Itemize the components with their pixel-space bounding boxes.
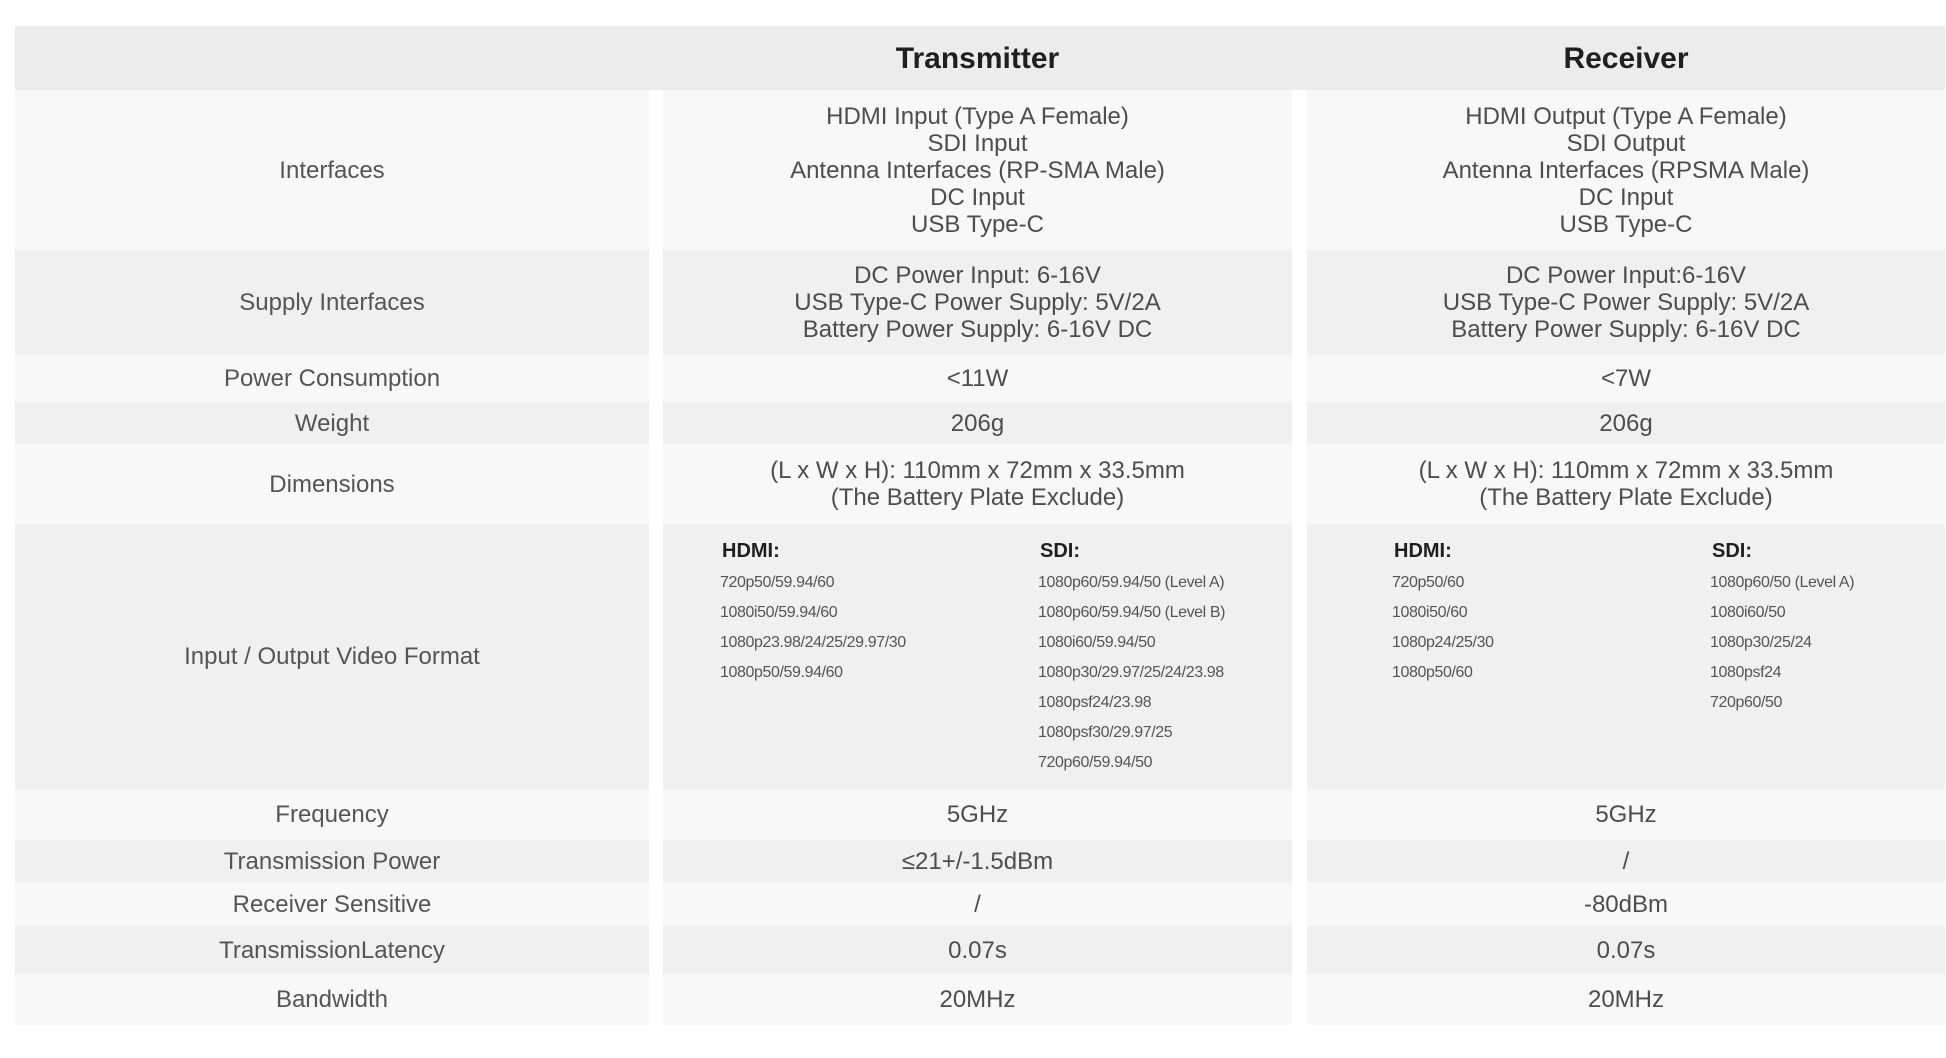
header-label-cell bbox=[15, 26, 649, 90]
row-transmission-latency bbox=[15, 926, 1945, 974]
row-label: Bandwidth bbox=[15, 974, 649, 1025]
format-item: 1080psf30/29.97/25 bbox=[1038, 724, 1173, 741]
format-item: 720p60/59.94/50 bbox=[1038, 754, 1153, 771]
spec-line: (L x W x H): 110mm x 72mm x 33.5mm bbox=[770, 457, 1185, 484]
format-item: 1080p50/59.94/60 bbox=[720, 664, 843, 681]
spec-line: HDMI Output (Type A Female) bbox=[1465, 102, 1787, 130]
row-power-consumption bbox=[15, 355, 1945, 402]
format-item: 1080p50/60 bbox=[1392, 664, 1473, 681]
format-item: 1080psf24 bbox=[1710, 664, 1782, 681]
row-label: Dimensions bbox=[15, 444, 649, 524]
spec-line: DC Power Input:6-16V bbox=[1505, 262, 1747, 289]
row-label: TransmissionLatency bbox=[15, 926, 649, 974]
spec-line: HDMI Input (Type A Female) bbox=[826, 102, 1129, 130]
table-header-row bbox=[15, 26, 1945, 90]
spec-line: (The Battery Plate Exclude) bbox=[1479, 484, 1773, 511]
row-interfaces bbox=[15, 90, 1945, 250]
spec-line: DC Input bbox=[1578, 183, 1674, 211]
spec-line: Antenna Interfaces (RPSMA Male) bbox=[1442, 156, 1810, 184]
row-weight bbox=[15, 402, 1945, 444]
row-label: Weight bbox=[15, 402, 649, 444]
format-item: 1080p30/25/24 bbox=[1710, 634, 1812, 651]
format-item: 1080p30/29.97/25/24/23.98 bbox=[1038, 664, 1224, 681]
row-bandwidth bbox=[15, 974, 1945, 1025]
sdi-format-title: SDI: bbox=[1040, 540, 1080, 562]
spec-line: SDI Output bbox=[1566, 129, 1686, 157]
format-item: 1080i60/50 bbox=[1710, 604, 1786, 621]
receiver-bandwidth: 20MHz bbox=[1307, 974, 1945, 1025]
format-item: 1080i50/59.94/60 bbox=[720, 604, 838, 621]
receiver-sensitivity: -80dBm bbox=[1307, 882, 1945, 926]
transmitter-dimensions bbox=[663, 444, 1292, 524]
format-item: 1080p23.98/24/25/29.97/30 bbox=[720, 634, 906, 651]
spec-table bbox=[15, 26, 1945, 1025]
row-label: Receiver Sensitive bbox=[15, 882, 649, 926]
row-supply-interfaces bbox=[15, 250, 1945, 355]
transmitter-video-formats bbox=[663, 524, 1292, 789]
receiver-frequency: 5GHz bbox=[1307, 789, 1945, 840]
spec-line: Battery Power Supply: 6-16V DC bbox=[802, 316, 1153, 343]
hdmi-format-list bbox=[1392, 536, 1710, 789]
receiver-weight: 206g bbox=[1307, 402, 1945, 444]
format-item: 1080p60/59.94/50 (Level A) bbox=[1038, 574, 1225, 591]
transmitter-tx-power: ≤21+/-1.5dBm bbox=[663, 840, 1292, 882]
sdi-format-list bbox=[1038, 536, 1225, 789]
format-item: 1080i60/59.94/50 bbox=[1038, 634, 1156, 651]
hdmi-format-title: HDMI: bbox=[1394, 540, 1452, 562]
receiver-supply bbox=[1307, 250, 1945, 355]
transmitter-weight: 206g bbox=[663, 402, 1292, 444]
spec-line: USB Type-C bbox=[1559, 210, 1693, 238]
format-item: 1080p24/25/30 bbox=[1392, 634, 1494, 651]
row-dimensions bbox=[15, 444, 1945, 524]
spec-line: (The Battery Plate Exclude) bbox=[830, 484, 1125, 511]
format-item: 720p50/59.94/60 bbox=[720, 574, 835, 591]
row-label: Supply Interfaces bbox=[15, 250, 649, 355]
receiver-tx-power: / bbox=[1307, 840, 1945, 882]
spec-line: Battery Power Supply: 6-16V DC bbox=[1451, 316, 1801, 343]
receiver-interfaces bbox=[1307, 90, 1945, 250]
format-item: 1080psf24/23.98 bbox=[1038, 694, 1152, 711]
transmitter-supply bbox=[663, 250, 1292, 355]
transmitter-bandwidth: 20MHz bbox=[663, 974, 1292, 1025]
sdi-format-title: SDI: bbox=[1712, 540, 1752, 562]
receiver-dimensions bbox=[1307, 444, 1945, 524]
header-receiver: Receiver bbox=[1307, 26, 1945, 90]
row-label: Interfaces bbox=[15, 90, 649, 250]
row-frequency bbox=[15, 789, 1945, 840]
format-item: 1080p60/50 (Level A) bbox=[1710, 574, 1855, 591]
hdmi-format-list bbox=[720, 536, 1038, 789]
row-label: Transmission Power bbox=[15, 840, 649, 882]
receiver-power: <7W bbox=[1307, 355, 1945, 402]
spec-line: USB Type-C Power Supply: 5V/2A bbox=[1442, 289, 1810, 316]
transmitter-latency: 0.07s bbox=[663, 926, 1292, 974]
header-transmitter: Transmitter bbox=[663, 26, 1292, 90]
format-item: 720p60/50 bbox=[1710, 694, 1783, 711]
hdmi-format-title: HDMI: bbox=[722, 540, 780, 562]
transmitter-frequency: 5GHz bbox=[663, 789, 1292, 840]
spec-line: USB Type-C Power Supply: 5V/2A bbox=[794, 289, 1161, 316]
row-label: Power Consumption bbox=[15, 355, 649, 402]
transmitter-interfaces bbox=[663, 90, 1292, 250]
row-label: Input / Output Video Format bbox=[15, 524, 649, 789]
spec-line: (L x W x H): 110mm x 72mm x 33.5mm bbox=[1418, 457, 1834, 484]
spec-line: DC Power Input: 6-16V bbox=[854, 262, 1101, 289]
spec-line: SDI Input bbox=[927, 129, 1028, 157]
format-item: 1080p60/59.94/50 (Level B) bbox=[1038, 604, 1226, 621]
transmitter-power: <11W bbox=[663, 355, 1292, 402]
transmitter-sensitivity: / bbox=[663, 882, 1292, 926]
row-label: Frequency bbox=[15, 789, 649, 840]
spec-line: Antenna Interfaces (RP-SMA Male) bbox=[790, 156, 1165, 184]
row-transmission-power bbox=[15, 840, 1945, 882]
format-item: 1080i50/60 bbox=[1392, 604, 1468, 621]
spec-line: USB Type-C bbox=[911, 210, 1044, 238]
receiver-video-formats bbox=[1307, 524, 1945, 789]
sdi-format-list bbox=[1710, 536, 1854, 789]
format-item: 720p50/60 bbox=[1392, 574, 1465, 591]
row-receiver-sensitive bbox=[15, 882, 1945, 926]
row-video-format bbox=[15, 524, 1945, 789]
receiver-latency: 0.07s bbox=[1307, 926, 1945, 974]
spec-line: DC Input bbox=[930, 183, 1025, 211]
